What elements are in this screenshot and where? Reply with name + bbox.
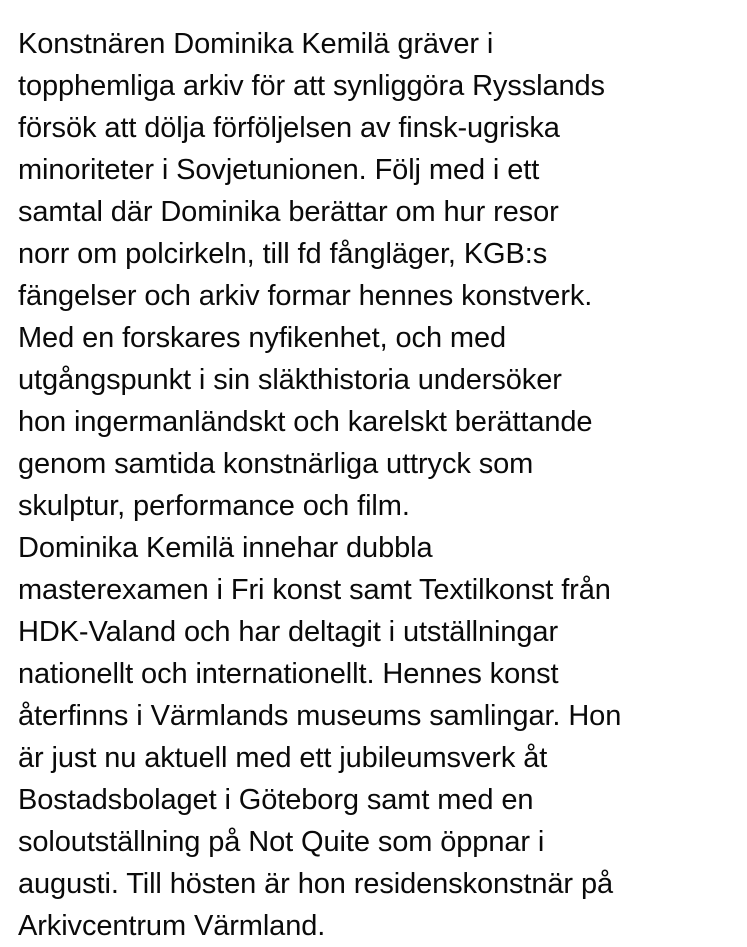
post-text-line: minoriteter i Sovjetunionen. Följ med i ett — [18, 154, 540, 186]
post-text-line: masterexamen i Fri konst samt Textilkonst från — [18, 574, 611, 606]
post-text-line: Arkivcentrum Värmland. — [18, 910, 326, 942]
post-text-line: försök att dölja förföljelsen av finsk-ugriska — [18, 112, 560, 144]
post-text-line: soloutställning på Not Quite som öppnar i — [18, 826, 545, 858]
post-body-text — [18, 23, 738, 947]
post-text-line: skulptur, performance och film. — [18, 490, 410, 522]
post-text-line: utgångspunkt i sin släkthistoria undersöker — [18, 364, 562, 396]
post-text-line: augusti. Till hösten är hon residenskonstnär på — [18, 868, 613, 900]
post-text-line: Dominika Kemilä innehar dubbla — [18, 532, 433, 564]
post-text-line: nationellt och internationellt. Hennes konst — [18, 658, 559, 690]
post-text-line: fängelser och arkiv formar hennes konstverk. — [18, 280, 593, 312]
post-text-line: norr om polcirkeln, till fd fångläger, KGB:s — [18, 238, 548, 270]
post-text-line: är just nu aktuell med ett jubileumsverk åt — [18, 742, 548, 774]
post-text-line: Med en forskares nyfikenhet, och med — [18, 322, 507, 354]
post-text-line: Bostadsbolaget i Göteborg samt med en — [18, 784, 534, 816]
post-text-line: hon ingermanländskt och karelskt berättande — [18, 406, 593, 438]
post-text-line: topphemliga arkiv för att synliggöra Rysslands — [18, 70, 605, 102]
post-text-line: HDK-Valand och har deltagit i utställningar — [18, 616, 559, 648]
post-text-line: samtal där Dominika berättar om hur resor — [18, 196, 559, 228]
post-text-line: Konstnären Dominika Kemilä gräver i — [18, 28, 494, 60]
post-text-line: återfinns i Värmlands museums samlingar. Hon — [18, 700, 622, 732]
post-text-line: genom samtida konstnärliga uttryck som — [18, 448, 534, 480]
